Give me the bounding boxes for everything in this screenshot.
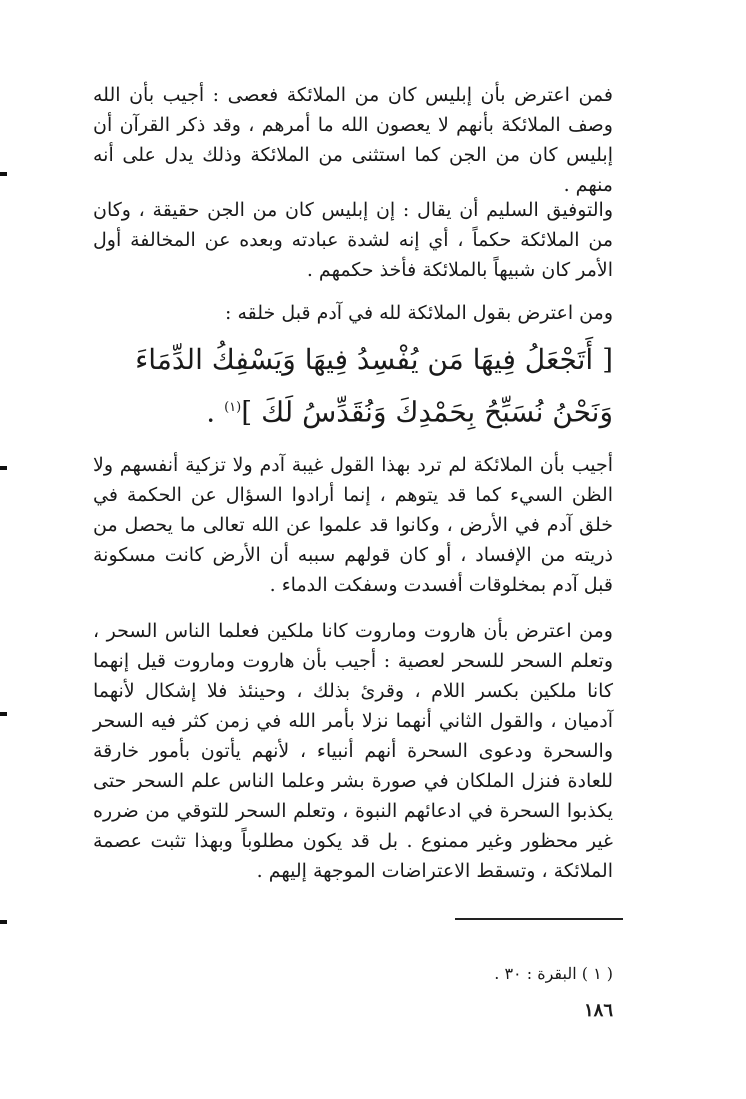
page-number: ١٨٦ [583, 1000, 613, 1021]
paragraph-text: ومن اعترض بأن هاروت وماروت كانا ملكين فعلما الناس السحر ، وتعلم السحر للسحر لعصية : أجيب بأن هاروت وماروت قيل إنهما كانا ملكين بكسر اللام ، وقرئ بذلك ، وحينئذ فلا إشكال لأنهما آدميان ، والقول الثاني أنهما نزلا بأمر الله في زمن كثر فيه السحر والسحرة ودعوى السحرة أنهم أنبياء ، لأنهم يأتون بأمور خارقة للعادة فنزل الملكان في صورة بشر وعلما الناس علم السحر حتى يكذبوا السحرة في ادعائهم النبوة ، وتعلم السحر للتوقي من ضرره غير محظور وغير ممنوع . بل قد يكون مطلوباً وبهذا تثبت عصمة الملائكة ، وتسقط الاعتراضات الموجهة إليهم . [93, 620, 613, 882]
binding-mark [0, 920, 7, 924]
paragraph-text: أجيب بأن الملائكة لم ترد بهذا القول غيبة آدم ولا تزكية أنفسهم ولا الظن السيء كما قد يتوهم ، إنما أرادوا السؤال عن الحكمة في خلق آدم في الأرض ، وكانوا قد علموا عن الله تعالى ما يحصل من ذريته من الإفساد ، أو كان قولهم سببه أن الأرض كانت مسكونة قبل آدم بمخلوقات أفسدت وسفكت الدماء . [93, 454, 614, 596]
footnote: ( ١ ) البقرة : ٣٠ . [494, 964, 613, 983]
binding-mark [0, 172, 7, 176]
paragraph-iblis-objection [93, 80, 613, 200]
paragraph-text: فمن اعترض بأن إبليس كان من الملائكة فعصى : أجيب بأن الله وصف الملائكة بأنهم لا يعصون الله ما أمرهم ، وقد ذكر القرآن أن إبليس كان من الجن كما استثنى من الملائكة وذلك يدل على أنه منهم . [93, 84, 613, 196]
verse-close-bracket: ] [241, 395, 253, 429]
verse-open-bracket: [ [602, 343, 613, 376]
binding-mark [0, 712, 7, 716]
paragraph-angels-answer [93, 450, 613, 600]
paragraph-angels-statement-intro [93, 298, 613, 328]
verse-text: أَتَجْعَلُ فِيهَا مَن يُفْسِدُ فِيهَا وَيَسْفِكُ الدِّمَاءَ وَنَحْنُ نُسَبِّحُ بِحَمْدِكَ وَنُقَدِّسُ لَكَ [135, 343, 613, 429]
footnote-separator [455, 918, 623, 920]
verse-end-mark: . [206, 395, 216, 429]
quran-verse [93, 336, 613, 436]
footnote-reference: (١) [224, 400, 242, 415]
paragraph-text: ومن اعترض بقول الملائكة لله في آدم قبل خلقه : [225, 302, 613, 324]
binding-mark [0, 466, 7, 470]
paragraph-text: والتوفيق السليم أن يقال : إن إبليس كان من الجن حقيقة ، وكان من الملائكة حكماً ، أي إنه لشدة عبادته وبعده عن المخالفة أول الأمر كان شبيهاً بالملائكة فأخذ حكمهم . [93, 199, 613, 281]
paragraph-reconciliation [93, 195, 613, 285]
paragraph-harut-marut [93, 616, 613, 886]
